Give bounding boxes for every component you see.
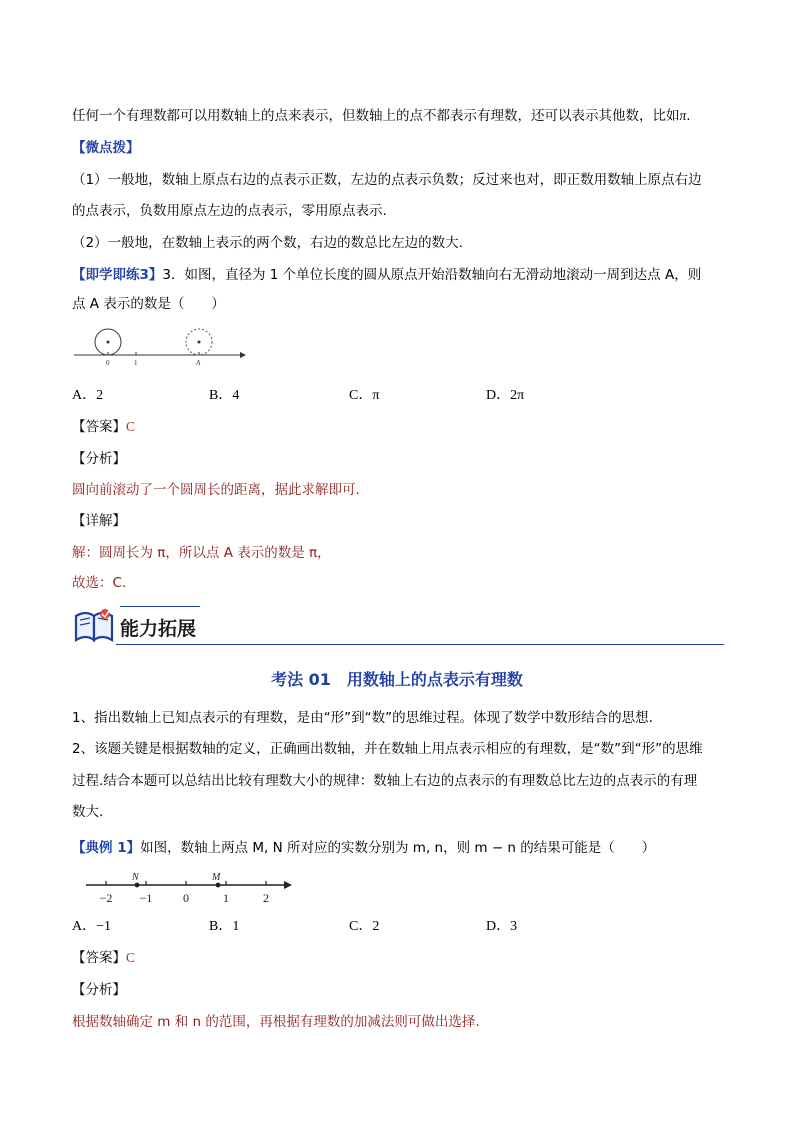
ex1-option-b: B．1	[209, 919, 240, 934]
axis-arrow	[240, 352, 246, 358]
tick-label-1: −1	[139, 891, 153, 905]
point-n	[135, 883, 140, 888]
ex1-answer-label: 【答案】	[72, 950, 126, 966]
tick-label-4: 2	[263, 891, 269, 905]
start-circle-center	[107, 341, 110, 344]
intro-paragraph	[72, 104, 691, 124]
q3-detail-label: 【详解】	[72, 513, 126, 529]
q3-option-d: D．2π	[486, 388, 525, 403]
ex1-analysis-label: 【分析】	[72, 982, 126, 998]
open-book-icon	[72, 606, 116, 646]
q3-answer-value: C	[126, 419, 136, 434]
intro-text: 任何一个有理数都可以用数轴上的点来表示，但数轴上的点不都表示有理数，还可以表示其他数，比如	[72, 108, 680, 124]
axis-arrow	[284, 881, 292, 889]
q3-option-b: B．4	[209, 388, 240, 403]
method-point-2-line-1: 2、该题关键是根据数轴的定义，正确画出数轴，并在数轴上用点表示相应的有理数，是“数”到“形”的思维	[72, 741, 703, 757]
method-title: 考法 01 用数轴上的点表示有理数	[271, 670, 523, 689]
ex1-answer-value: C	[126, 950, 136, 965]
q3-detail-line-1: 解：圆周长为 π，所以点 A 表示的数是 π，	[72, 545, 331, 561]
point-2: （2）一般地，在数轴上表示的两个数，右边的数总比左边的数大.	[72, 235, 463, 251]
tick-0-label: 0	[106, 359, 110, 367]
point-m	[216, 883, 221, 888]
example-1-text: 如图，数轴上两点 M, N 所对应的实数分别为 m, n，则 m − n 的结果可能是（ ）	[140, 840, 656, 856]
practice-3-text: 3．如图，直径为 1 个单位长度的圆从原点开始沿数轴向右无滑动地滚动一周到达点 A，则	[162, 267, 702, 283]
section-title: 能力拓展	[120, 618, 197, 640]
micro-tip-label: 【微点拨】	[72, 140, 140, 156]
method-point-1: 1、指出数轴上已知点表示的有理数，是由“形”到“数”的思维过程。体现了数学中数形结合的思想.	[72, 710, 653, 726]
example-1	[72, 836, 655, 856]
tick-a-label: A	[196, 359, 201, 367]
ex1-option-c: C．2	[349, 919, 380, 934]
mn-number-line-figure	[84, 868, 296, 908]
intro-period: .	[686, 108, 691, 124]
method-point-2-line-3: 数大.	[72, 804, 104, 820]
example-1-label: 【典例 1】	[72, 840, 141, 856]
q3-detail-line-2: 故选：C.	[72, 575, 127, 591]
q3-option-a: A．2	[72, 388, 104, 403]
label-m: M	[212, 872, 221, 883]
point-1-line-2: 的点表示，负数用原点左边的点表示，零用原点表示.	[72, 203, 387, 219]
ex1-option-d: D．3	[486, 919, 518, 934]
tick-1-label: 1	[134, 359, 138, 367]
practice-3-line-1	[72, 263, 701, 283]
label-n: N	[132, 872, 139, 883]
end-circle-center	[198, 341, 201, 344]
tick-label-2: 0	[183, 891, 189, 905]
point-1-line-1: （1）一般地，数轴上原点右边的点表示正数，左边的点表示负数；反过来也对，即正数用数轴上原点右边	[72, 172, 702, 188]
q3-option-c: C．π	[349, 388, 380, 403]
q3-analysis-text: 圆向前滚动了一个圆周长的距离，据此求解即可.	[72, 482, 360, 498]
tick-label-3: 1	[223, 891, 229, 905]
q3-analysis-label: 【分析】	[72, 451, 126, 467]
ex1-answer	[72, 946, 135, 966]
q3-answer-label: 【答案】	[72, 419, 126, 435]
rolling-circle-figure	[72, 322, 248, 370]
q3-answer	[72, 415, 135, 435]
practice-3-line-2: 点 A 表示的数是（ ）	[72, 296, 225, 312]
pi-symbol: π	[679, 108, 687, 123]
practice-3-label: 【即学即练3】	[72, 267, 163, 283]
ex1-option-a: A．−1	[72, 919, 112, 934]
header-bottom-rule	[116, 644, 724, 645]
header-top-rule	[120, 606, 200, 607]
ex1-analysis-text: 根据数轴确定 m 和 n 的范围，再根据有理数的加减法则可做出选择.	[72, 1014, 480, 1030]
method-point-2-line-2: 过程.结合本题可以总结出比较有理数大小的规律：数轴上右边的点表示的有理数总比左边的点表示的有理	[72, 773, 698, 789]
section-header	[72, 604, 724, 648]
tick-label-0: −2	[99, 891, 113, 905]
